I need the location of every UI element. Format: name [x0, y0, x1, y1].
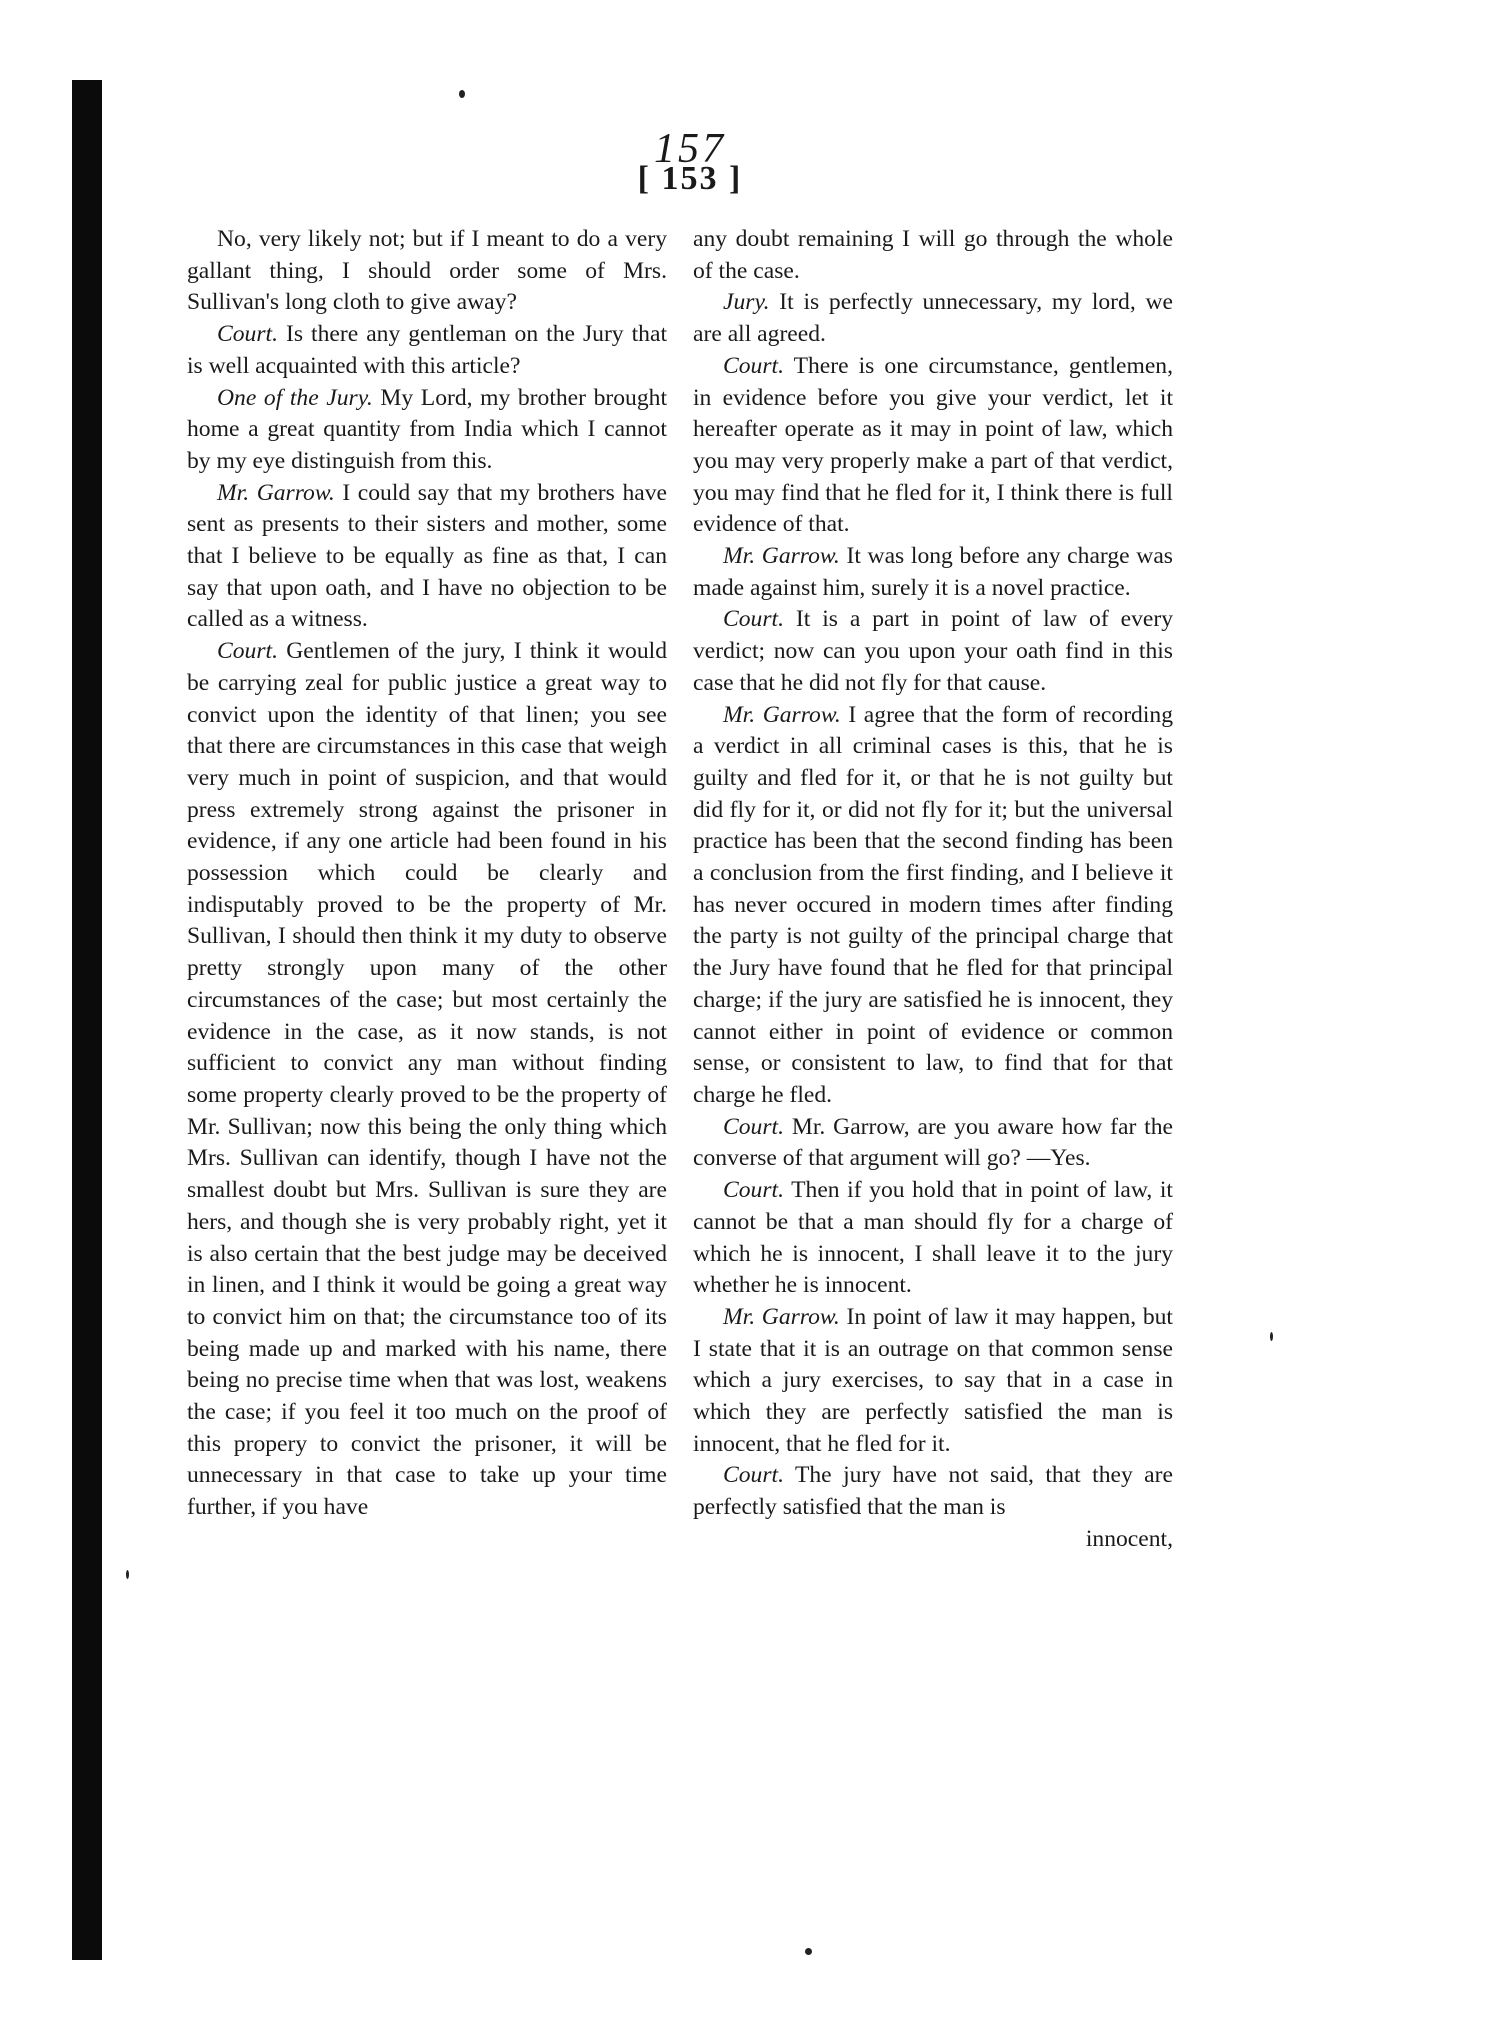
- paragraph: [693, 1112, 1173, 1175]
- paragraph-text: I agree that the form of recording a verdict in all criminal cases is this, that he is guilty and fled for it, or that he is not guilty but did fly for it, or did not fly for it; but the universal practice has been that the second finding has been a conclusion from the first finding, and I believe it has never occured in modern times after finding the party is not guilty of the principal charge that the Jury have found that he fled for that principal charge; if the jury are satisfied he is innocent, they cannot either in point of evidence or common sense, or consistent to law, to find that for that charge he fled.: [693, 701, 1173, 1108]
- ink-speck: [126, 1570, 129, 1579]
- ink-speck: [1270, 1332, 1273, 1341]
- paragraph-text: Mr. Garrow, are you aware how far the converse of that argument will go? —Yes.: [693, 1113, 1174, 1172]
- paragraph: [187, 478, 667, 637]
- speaker-label: Court.: [723, 1462, 784, 1489]
- paragraph-text: Then if you hold that in point of law, it cannot be that a man should fly for a charge of which he is innocent, I shall leave it to the jury whether he is innocent.: [693, 1177, 1173, 1299]
- paragraph-text: It is perfectly unnecessary, my lord, we are all agreed.: [693, 289, 1173, 348]
- right-text-column: [693, 224, 1173, 1556]
- speaker-label: Jury.: [723, 289, 770, 316]
- speaker-label: Court.: [217, 321, 278, 348]
- paragraph-text: The jury have not said, that they are perfectly satisfied that the man is: [693, 1462, 1173, 1521]
- speaker-label: Court.: [723, 352, 784, 379]
- paragraph: [693, 1302, 1173, 1461]
- page-number: [610, 128, 770, 208]
- ink-speck: [459, 90, 465, 98]
- speaker-label: Mr. Garrow.: [723, 543, 840, 570]
- paragraph-text: No, very likely not; but if I meant to do a very gallant thing, I should order some of Mrs. Sullivan's long cloth to give away?: [187, 226, 667, 316]
- paragraph-text: In point of law it may happen, but I state that it is an outrage on that common sense which a jury exercises, to say that in a case in which they are perfectly satisfied the man is innocent, that he fled for it.: [693, 1303, 1173, 1457]
- paragraph-text: any doubt remaining I will go through the whole of the case.: [693, 226, 1173, 284]
- paragraph-text: There is one circumstance, gentlemen, in evidence before you give your verdict, let it hereafter operate as it may in point of law, which you may very properly make a part of that verdict, you may find that he fled for it, I think there is full evidence of that.: [693, 352, 1173, 538]
- paragraph: [693, 224, 1173, 287]
- paragraph: [693, 1460, 1173, 1523]
- speaker-label: Court.: [723, 606, 784, 633]
- left-text-column: [187, 224, 667, 1524]
- paragraph: [693, 541, 1173, 604]
- paragraph-text: My Lord, my brother brought home a great quantity from India which I cannot by my eye distinguish from this.: [187, 384, 668, 474]
- paragraph: [693, 700, 1173, 1112]
- paragraph: [693, 1175, 1173, 1302]
- paragraph-text: I could say that my brothers have sent as presents to their sisters and mother, some that I believe to be equally as fine as that, I can say that upon oath, and I have no objection to be called as a witness.: [187, 479, 667, 633]
- paragraph: [693, 287, 1173, 350]
- paragraph: [187, 383, 667, 478]
- paragraph-text: It was long before any charge was made against him, surely it is a novel practice.: [693, 543, 1173, 601]
- binding-shadow: [72, 80, 102, 1960]
- speaker-label: Mr. Garrow.: [723, 701, 841, 728]
- paragraph-text: Is there any gentleman on the Jury that is well acquainted with this article?: [187, 321, 667, 379]
- paragraph: [187, 224, 667, 319]
- speaker-label: Mr. Garrow.: [723, 1303, 840, 1330]
- catchword: innocent,: [1085, 1525, 1173, 1552]
- speaker-label: Court.: [217, 638, 278, 665]
- speaker-label: Mr. Garrow.: [217, 479, 335, 506]
- speaker-label: Court.: [723, 1113, 784, 1140]
- speaker-label: One of the Jury.: [217, 384, 373, 411]
- paragraph: [693, 351, 1173, 541]
- paragraph: [187, 636, 667, 1524]
- paragraph-text: It is a part in point of law of every verdict; now can you upon your oath find in this case that he did not fly for that cause.: [693, 606, 1173, 696]
- ink-speck: [805, 1948, 812, 1955]
- paragraph: [187, 319, 667, 382]
- paragraph-text: Gentlemen of the jury, I think it would be carrying zeal for public justice a great way to convict upon the identity of that linen; you see that there are circumstances in this case that weigh very much in point of suspicion, and that would press extremely strong against the prisoner in evidence, if any one article had been found in his possession which could be clearly and indisputably proved to be the property of Mr. Sullivan, I should then think it my duty to observe pretty strongly upon many of the other circumstances of the case; but most certainly the evidence in the case, as it now stands, is not sufficient to convict any man without finding some property clearly proved to be the property of Mr. Sullivan; now this being the only thing which Mrs. Sullivan can identify, though I have not the smallest doubt but Mrs. Sullivan is sure they are hers, and though she is very probably right, yet it is also certain that the best judge may be deceived in linen, and I think it would be going a great way to convict him on that; the circumstance too of its being made up and marked with his name, there being no precise time when that was lost, weakens the case; if you feel it too much on the proof of this propery to convict the prisoner, it will be unnecessary in that case to take up your time further, if you have: [187, 638, 667, 1521]
- handwritten-page-number: 157: [654, 126, 726, 172]
- paragraph: [693, 604, 1173, 699]
- printed-page-number: [ 153 ]: [637, 160, 743, 197]
- speaker-label: Court.: [723, 1177, 784, 1204]
